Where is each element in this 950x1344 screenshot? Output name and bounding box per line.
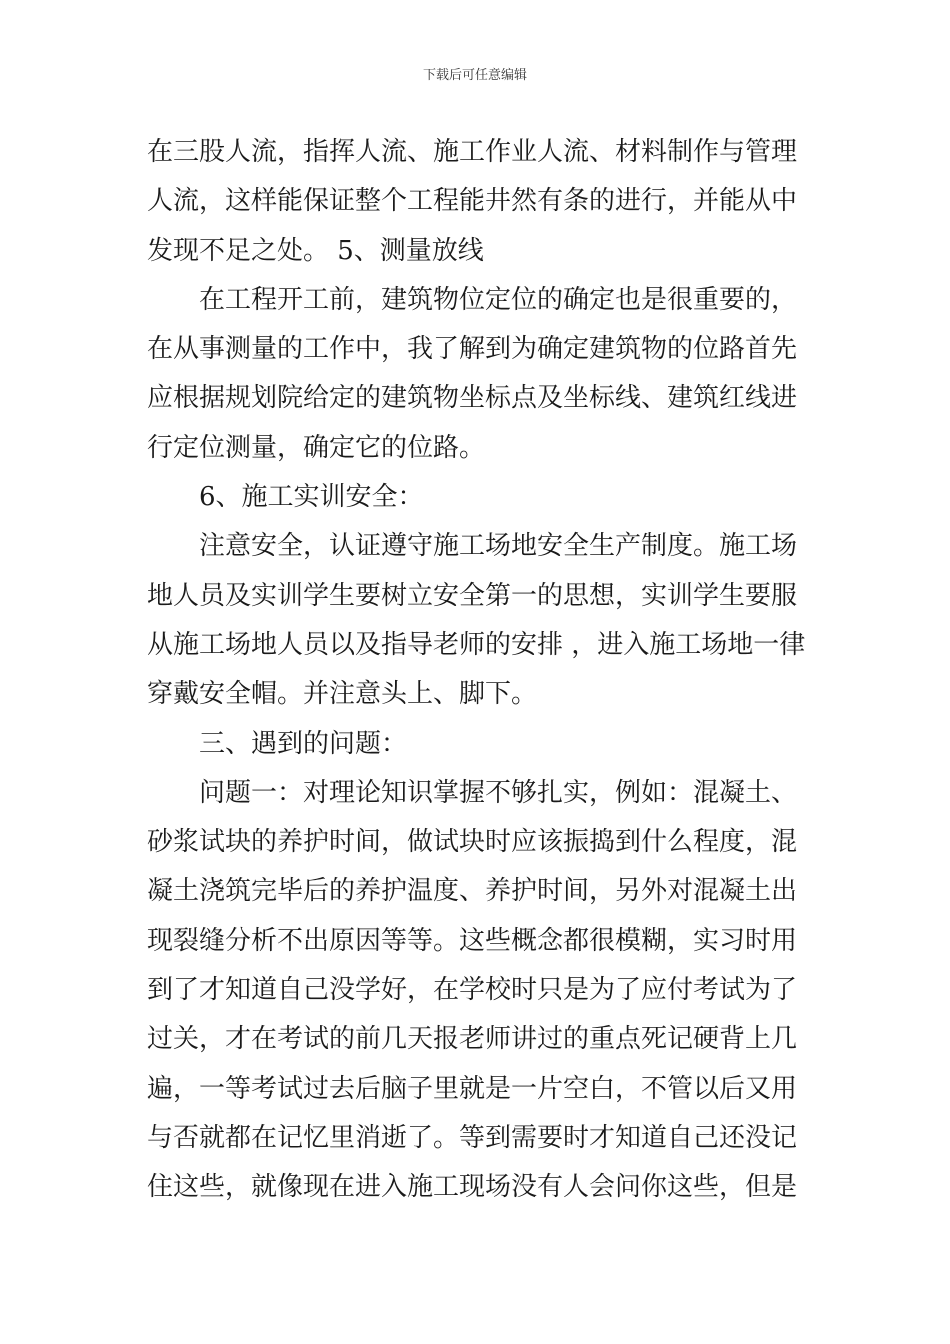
text-line: 到了才知道自己没学好，在学校时只是为了应付考试为了 [147, 975, 798, 1006]
page-header-note: 下载后可任意编辑 [422, 68, 527, 83]
text-line: 注意安全，认证遵守施工场地安全生产制度。施工场 [199, 531, 798, 562]
text-line: 过关，才在考试的前几天报老师讲过的重点死记硬背上几 [147, 1024, 798, 1055]
text-line: 与否就都在记忆里消逝了。等到需要时才知道自己还没记 [147, 1122, 798, 1153]
text-line: 发现不足之处。 5、测量放线 [147, 235, 484, 266]
text-line: 现裂缝分析不出原因等等。这些概念都很模糊，实习时用 [147, 925, 798, 956]
text-line: 遍，一等考试过去后脑子里就是一片空白，不管以后又用 [147, 1073, 798, 1104]
text-line: 三、遇到的问题： [199, 728, 408, 759]
text-line: 行定位测量，确定它的位路。 [147, 432, 486, 463]
text-line: 问题一：对理论知识掌握不够扎实，例如：混凝土、 [199, 777, 798, 808]
text-line: 人流，这样能保证整个工程能井然有条的进行，并能从中 [147, 186, 798, 217]
text-line: 砂浆试块的养护时间，做试块时应该振捣到什么程度，混 [147, 827, 798, 858]
text-line: 应根据规划院给定的建筑物坐标点及坐标线、建筑红线进 [147, 383, 798, 414]
text-line: 在工程开工前，建筑物位定位的确定也是很重要的， [199, 284, 798, 315]
document-body [147, 128, 807, 1213]
text-line: 6、施工实训安全： [199, 482, 424, 513]
text-line: 穿戴安全帽。并注意头上、脚下。 [147, 679, 538, 710]
text-line: 在三股人流，指挥人流、施工作业人流、材料制作与管理 [147, 137, 798, 167]
text-line: 凝土浇筑完毕后的养护温度、养护时间，另外对混凝土出 [147, 876, 798, 907]
text-line: 在从事测量的工作中，我了解到为确定建筑物的位路首先 [147, 334, 798, 365]
text-line: 从施工场地人员以及指导老师的安排 ，进入施工场地一律 [147, 629, 806, 660]
text-line: 地人员及实训学生要树立安全第一的思想，实训学生要服 [147, 580, 798, 611]
text-line: 住这些，就像现在进入施工现场没有人会问你这些，但是 [147, 1172, 798, 1203]
